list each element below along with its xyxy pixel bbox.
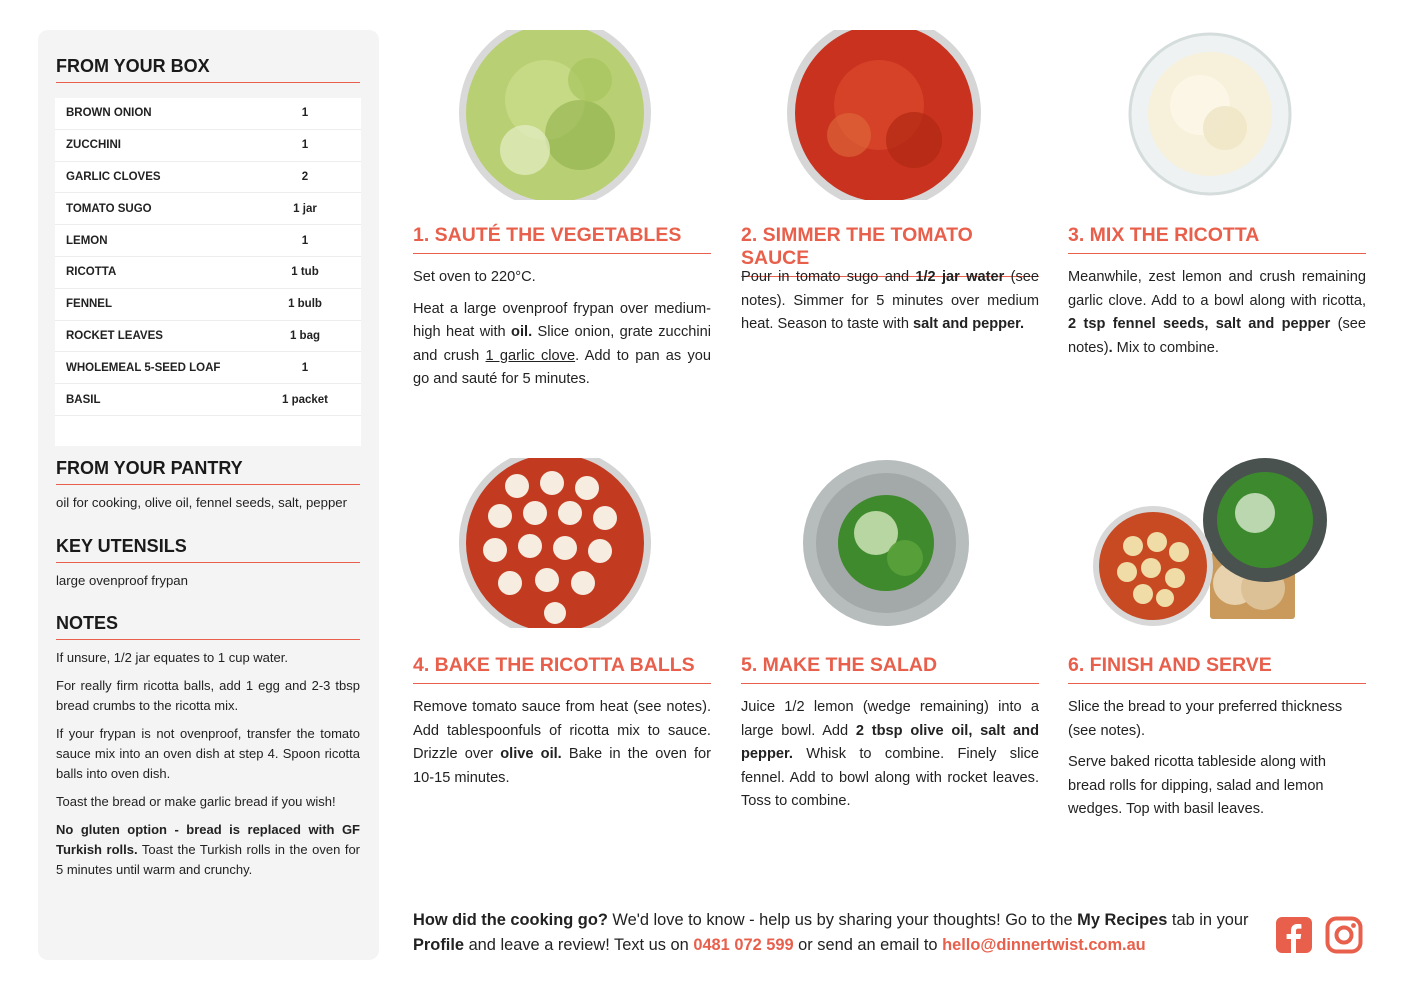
step-6-photo (1085, 458, 1330, 626)
table-row: ZUCCHINI 1 (55, 130, 361, 162)
phone-link[interactable]: 0481 072 599 (693, 936, 794, 954)
step-4-title: 4. BAKE THE RICOTTA BALLS (413, 654, 711, 684)
ingredients-table (55, 98, 361, 446)
table-row: RICOTTA 1 tub (55, 257, 361, 289)
table-row: LEMON 1 (55, 225, 361, 257)
table-row: FENNEL 1 bulb (55, 289, 361, 321)
sidebar (38, 30, 379, 960)
notes-body (56, 648, 360, 888)
step-1-title: 1. SAUTÉ THE VEGETABLES (413, 224, 711, 254)
from-your-pantry-title: FROM YOUR PANTRY (56, 458, 360, 485)
table-row: WHOLEMEAL 5-SEED LOAF 1 (55, 352, 361, 384)
step-4-text: Remove tomato sauce from heat (see notes). Add tablespoonfuls of ricotta mix to sauce. Drizzle over olive oil. Bake in the oven for 10-15 minutes. (413, 699, 712, 786)
step-3-photo (1125, 30, 1295, 198)
step-2-photo (784, 30, 984, 200)
step-1-text: Set oven to 220°C. Heat a large ovenproof frypan over medium-high heat with oil. Slice onion, grate zucchini and crush 1 garlic clove. Add to pan as you go and sauté for 5 minutes. (413, 269, 712, 387)
step-4-photo (455, 458, 655, 628)
step-5-title: 5. MAKE THE SALAD (741, 654, 1039, 684)
instagram-icon[interactable] (1325, 916, 1363, 954)
table-row: GARLIC CLOVES 2 (55, 162, 361, 194)
table-row: TOMATO SUGO 1 jar (55, 193, 361, 225)
from-your-box-title: FROM YOUR BOX (56, 56, 360, 83)
pantry-text: oil for cooking, olive oil, fennel seeds, salt, pepper (56, 495, 348, 510)
key-utensils-title: KEY UTENSILS (56, 536, 360, 563)
feedback-footer: How did the cooking go? We'd love to know - help us by sharing your thoughts! Go to the My Recipes tab in your Profile and leave a review! Text us on 0481 072 599 or send an email to hello@dinnertwist.com.au (413, 911, 1249, 954)
table-row: ROCKET LEAVES 1 bag (55, 321, 361, 353)
step-6-title: 6. FINISH AND SERVE (1068, 654, 1366, 684)
step-5-photo (800, 458, 972, 628)
note-4: Toast the bread or make garlic bread if you wish! (56, 794, 336, 809)
step-5-text: Juice 1/2 lemon (wedge remaining) into a large bowl. Add 2 tbsp olive oil, salt and pepper. Whisk to combine. Finely slice fennel. Add to bowl along with rocket leaves. Toss to combine. (741, 699, 1039, 809)
email-link[interactable]: hello@dinnertwist.com.au (942, 936, 1146, 954)
note-5: No gluten option - bread is replaced with GF Turkish rolls. Toast the Turkish rolls in the oven for 5 minutes until warm and crunchy. (56, 822, 361, 877)
step-2-text: Pour in tomato sugo and 1/2 jar water (see notes). Simmer for 5 minutes over medium heat. Season to taste with salt and pepper. (741, 269, 1040, 332)
table-spacer (55, 416, 361, 446)
note-1: If unsure, 1/2 jar equates to 1 cup water. (56, 650, 288, 665)
step-3-text: Meanwhile, zest lemon and crush remaining garlic clove. Add to a bowl along with ricotta, 2 tsp fennel seeds, salt and pepper (see notes). Mix to combine. (1068, 269, 1366, 356)
step-1-photo (455, 30, 655, 200)
utensils-text: large ovenproof frypan (56, 573, 188, 588)
step-2-title: 2. SIMMER THE TOMATO SAUCE (741, 224, 1039, 277)
step-3-title: 3. MIX THE RICOTTA (1068, 224, 1366, 254)
table-row: BROWN ONION 1 (55, 98, 361, 130)
notes-title: NOTES (56, 613, 360, 640)
step-6-text: Slice the bread to your preferred thickness (see notes). Serve baked ricotta tableside along with bread rolls for dipping, salad and lemon wedges. Top with basil leaves. (1068, 699, 1343, 817)
table-row: BASIL 1 packet (55, 384, 361, 416)
note-3: If your frypan is not ovenproof, transfer the tomato sauce mix into an oven dish at step 4. Spoon ricotta balls into oven dish. (56, 726, 360, 781)
note-2: For really firm ricotta balls, add 1 egg and 2-3 tbsp bread crumbs to the ricotta mix. (56, 678, 360, 713)
facebook-icon[interactable] (1275, 916, 1313, 954)
